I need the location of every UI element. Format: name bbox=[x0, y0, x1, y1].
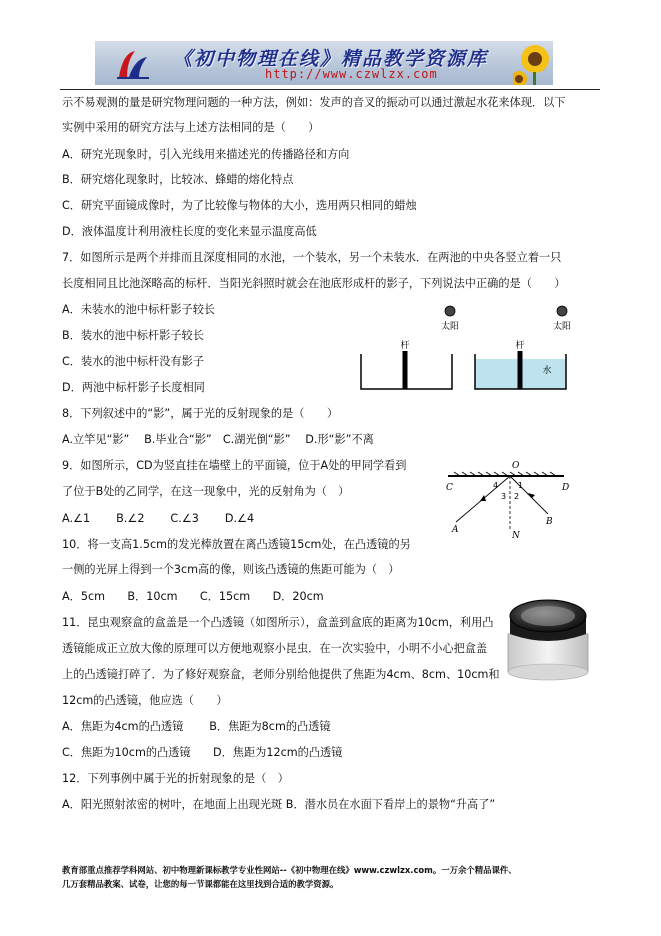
sun-right-label: 太阳 bbox=[552, 322, 572, 332]
label-C: C bbox=[446, 483, 453, 493]
question-10: 10．将一支高1.5cm的发光棒放置在离凸透镜15cm处，在凸透镜的另 bbox=[62, 538, 411, 551]
pole-left-label: 杆 bbox=[400, 341, 410, 351]
water-label: 水 bbox=[542, 366, 552, 376]
sun-left-icon bbox=[445, 306, 455, 316]
ray-arrow bbox=[480, 495, 486, 501]
site-logo-icon bbox=[113, 47, 153, 81]
option-line: D．两池中标杆影子长度相同 bbox=[62, 381, 205, 394]
pool-figure bbox=[355, 300, 585, 392]
option-line: A．研究光现象时，引入光线用来描述光的传播路径和方向 bbox=[62, 148, 350, 161]
footer-line-1: 教育部重点推荐学科网站、初中物理新课标教学专业性网站--《初中物理在线》www.czwlzx.com。一万余个精品课件、 bbox=[62, 865, 517, 875]
header-rule bbox=[60, 89, 600, 90]
option-line: A.立竿见“影” B.毕业合“影” C.湖光倒“影” D.形“影”不离 bbox=[62, 433, 374, 446]
option-line: A．5cm B．10cm C．15cm D．20cm bbox=[62, 590, 324, 603]
text-line: 实例中采用的研究方法与上述方法相同的是（ ） bbox=[62, 121, 320, 134]
question-11: 11．昆虫观察盒的盒盖是一个凸透镜（如图所示），盒盖到盒底的距离为10cm，利用凸 bbox=[62, 616, 494, 629]
label-N: N bbox=[512, 531, 520, 541]
banner-title: 《初中物理在线》精品教学资源库 bbox=[173, 48, 489, 70]
angle-1: 1 bbox=[518, 481, 524, 490]
text-line: 上的凸透镜打碎了．为了修好观察盒，老师分别给他提供了焦距为4cm、8cm、10cm和 bbox=[62, 668, 500, 681]
text-line: 长度相同且比池深略高的标杆．当阳光斜照时就会在池底形成杆的影子，下列说法中正确的是（ ） bbox=[62, 277, 566, 290]
option-line: A.∠1 B.∠2 C.∠3 D.∠4 bbox=[62, 512, 255, 525]
angle-4: 4 bbox=[493, 481, 499, 490]
mirror-figure bbox=[440, 458, 580, 543]
option-line: A．焦距为4cm的凸透镜 B．焦距为8cm的凸透镜 bbox=[62, 720, 331, 733]
angle-2: 2 bbox=[514, 492, 520, 501]
option-line: A．未装水的池中标杆影子较长 bbox=[62, 303, 216, 316]
footer-line-2: 几万套精品教案、试卷，让您的每一节课都能在这里找到合适的教学资源。 bbox=[62, 879, 339, 889]
question-7: 7．如图所示是两个并排而且深度相同的水池，一个装水，另一个未装水．在两池的中央各竖立着一只 bbox=[62, 251, 562, 264]
question-9: 9．如图所示，CD为竖直挂在墙壁上的平面镜，位于A处的甲同学看到 bbox=[62, 459, 407, 472]
text-line: 了位于B处的乙同学，在这一现象中，光的反射角为（ ） bbox=[62, 485, 350, 498]
question-8: 8．下列叙述中的“影”，属于光的反射现象的是（ ） bbox=[62, 407, 339, 420]
pole-right-label: 杆 bbox=[515, 341, 525, 351]
insect-box-image bbox=[500, 594, 596, 682]
label-B: B bbox=[546, 517, 553, 527]
label-D: D bbox=[562, 483, 570, 493]
question-12: 12．下列事例中属于光的折射现象的是（ ） bbox=[62, 772, 289, 785]
text-line: 透镜能成正立放大像的原理可以方便地观察小昆虫．在一次实验中，小明不小心把盒盖 bbox=[62, 642, 488, 655]
text-line: 一侧的光屏上得到一个3cm高的像，则该凸透镜的焦距可能为（ ） bbox=[62, 563, 400, 576]
header-banner bbox=[95, 41, 553, 85]
sunflower-icon bbox=[513, 41, 553, 85]
sun-left-label: 太阳 bbox=[440, 322, 460, 332]
text-line: 示不易观测的量是研究物理问题的一种方法，例如：发声的音叉的振动可以通过激起水花来体现．以下 bbox=[62, 96, 566, 109]
option-line: C．研究平面镜成像时，为了比较像与物体的大小，选用两只相同的蜡烛 bbox=[62, 199, 417, 212]
angle-3: 3 bbox=[501, 492, 507, 501]
option-line: A．阳光照射浓密的树叶，在地面上出现光斑 B．潜水员在水面下看岸上的景物“升高了” bbox=[62, 798, 496, 811]
option-line: C．焦距为10cm的凸透镜 D．焦距为12cm的凸透镜 bbox=[62, 746, 343, 759]
sun-right-icon bbox=[557, 306, 567, 316]
pole-right bbox=[518, 351, 523, 389]
option-line: C．装水的池中标杆没有影子 bbox=[62, 355, 205, 368]
banner-url[interactable]: http://www.czwlzx.com bbox=[265, 67, 438, 81]
label-O: O bbox=[512, 461, 520, 471]
pole-left bbox=[403, 351, 408, 389]
option-line: B．装水的池中标杆影子较长 bbox=[62, 329, 204, 342]
label-A: A bbox=[452, 525, 459, 535]
option-line: B．研究熔化现象时，比较冰、蜂蜡的熔化特点 bbox=[62, 173, 294, 186]
text-line: 12cm的凸透镜，他应选（ ） bbox=[62, 694, 228, 707]
option-line: D．液体温度计利用液柱长度的变化来显示温度高低 bbox=[62, 225, 317, 238]
